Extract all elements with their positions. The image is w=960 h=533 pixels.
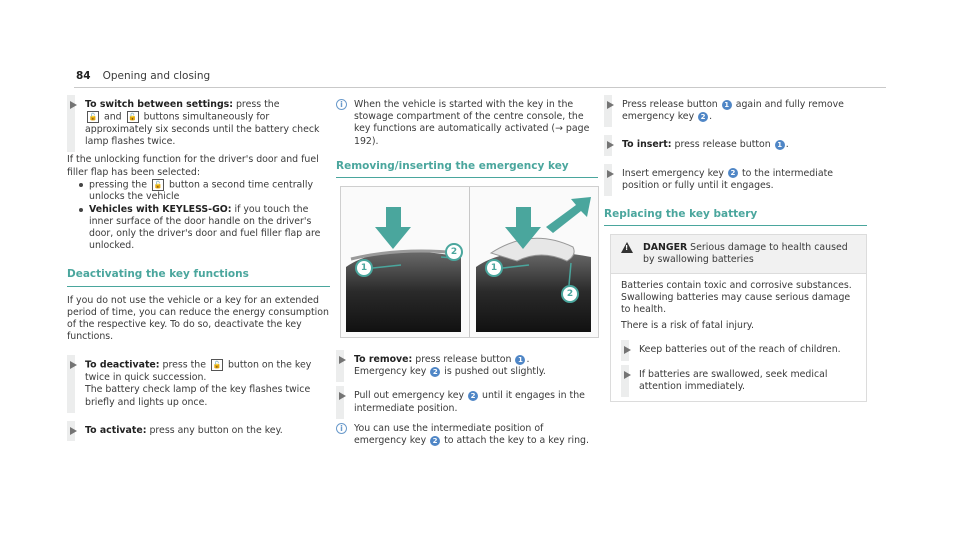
marker-2: 2: [468, 391, 478, 401]
step-text: .: [785, 139, 789, 151]
section-title-key-battery: Replacing the key battery: [604, 208, 867, 226]
section-title-emergency-key: Removing/inserting the emergency key: [336, 160, 598, 178]
step-text: press the: [159, 359, 209, 371]
paragraph-deactivating: If you do not use the vehicle or a key for an extended period of time, you can reduce the energy consumption of the respective key. To do so, deactivate the key functions.: [67, 294, 329, 343]
emergency-key-illustration: [340, 186, 599, 338]
step-text: .: [526, 354, 530, 366]
step-label: To deactivate:: [85, 359, 160, 371]
step-text: button on the key twice in quick succession.: [85, 359, 312, 384]
danger-label: DANGER: [643, 242, 688, 254]
step-text: until it engages in the intermediate position.: [354, 390, 585, 414]
step-text: buttons simultaneously for approximately six seconds until the battery check lamp flashes twice.: [85, 111, 320, 148]
danger-step: [621, 369, 856, 393]
step-arrow-icon: [339, 392, 346, 400]
info-text: page 192).: [354, 123, 590, 147]
info-text: When the vehicle is started with the key in the stowage compartment of the centre console, the key functions are automatically activated (: [354, 99, 584, 135]
step-text: press any button on the key.: [146, 424, 283, 436]
column-left: [67, 99, 330, 437]
step-text: .: [709, 111, 713, 123]
page-ref-arrow-icon: →: [555, 123, 563, 135]
step-activate: [67, 425, 330, 437]
warning-mark: !: [625, 244, 629, 253]
danger-body: [611, 274, 866, 401]
bullet-list: [67, 179, 330, 253]
step-fully-remove: [604, 99, 867, 123]
marker-1: 1: [775, 140, 785, 150]
step-arrow-icon: [624, 371, 631, 379]
step-arrow-icon: [624, 346, 631, 354]
callout-1: 1: [355, 259, 373, 277]
step-text: Pull out emergency key: [354, 390, 468, 402]
step-text: press release button: [671, 139, 774, 151]
header-divider: [74, 87, 886, 88]
danger-paragraph: There is a risk of fatal injury.: [621, 320, 754, 332]
unlock-key-icon: 🔓: [153, 180, 163, 189]
step-label: To remove:: [354, 354, 413, 366]
column-middle: [336, 99, 598, 447]
step-text: Insert emergency key: [622, 167, 727, 179]
step-arrow-icon: [607, 170, 614, 178]
step-text: again and fully remove emergency key: [622, 99, 844, 123]
unlock-key-icon: 🔓: [212, 361, 222, 370]
unlock-key-icon: 🔓: [128, 113, 137, 122]
marker-1: 1: [515, 355, 525, 365]
bullet-text: if you touch the inner surface of the door handle on the driver's door, only the driver's door and fuel filler flap are unlocked.: [89, 203, 321, 252]
step-text: and: [101, 111, 125, 123]
marker-2: 2: [430, 436, 440, 446]
callout-2: 2: [561, 285, 579, 303]
page-header: [76, 70, 210, 82]
step-arrow-icon: [70, 101, 77, 109]
bullet-text: pressing the: [89, 179, 150, 191]
marker-2: 2: [430, 367, 440, 377]
step-text: Press release button: [622, 99, 721, 110]
step-arrow-icon: [70, 361, 77, 369]
step-insert: [604, 139, 867, 151]
callout-1: 1: [485, 259, 503, 277]
danger-paragraph: Batteries contain toxic and corrosive substances. Swallowing batteries may cause serious damage to health.: [621, 279, 852, 316]
section-title-deactivating: Deactivating the key functions: [67, 268, 330, 286]
page-number: 84: [76, 70, 91, 82]
bullet-label: Vehicles with KEYLESS-GO:: [89, 203, 232, 215]
press-arrow-icon: [375, 207, 411, 249]
danger-title: Serious damage to health caused by swallowing batteries: [643, 242, 848, 266]
bullet-item: [79, 179, 330, 204]
danger-step: [621, 344, 856, 356]
column-right: [604, 99, 867, 402]
step-text: press the: [232, 99, 280, 110]
pull-arrow-icon: [546, 197, 591, 233]
step-text: is pushed out slightly.: [441, 366, 546, 378]
marker-2: 2: [728, 168, 738, 178]
step-text: If batteries are swallowed, seek medical attention immediately.: [639, 368, 828, 392]
callout-2: 2: [445, 243, 463, 261]
info-note-key-ring: [336, 423, 598, 447]
paragraph-unlocking: If the unlocking function for the driver's door and fuel filler flap has been selected:: [67, 154, 319, 178]
step-text: Emergency key: [354, 366, 430, 378]
step-arrow-icon: [70, 427, 77, 435]
info-icon: i: [336, 423, 347, 434]
bullet-item: [79, 204, 330, 253]
info-note-auto-activation: [336, 99, 598, 148]
step-label: To switch between settings:: [85, 99, 233, 110]
section-name: Opening and closing: [102, 70, 211, 82]
step-deactivate: [67, 359, 330, 408]
step-text: to the intermediate position or fully until it engages.: [622, 167, 834, 191]
info-text: to attach the key to a key ring.: [441, 435, 589, 447]
info-icon: i: [336, 99, 347, 110]
unlock-key-icon: 🔓: [88, 113, 98, 122]
step-label: To activate:: [85, 424, 147, 436]
bullet-text: button a second time centrally unlocks the vehicle: [89, 179, 314, 203]
step-pull-out: [336, 390, 598, 414]
step-text: press release button: [412, 354, 515, 366]
danger-box: [610, 234, 867, 402]
marker-2: 2: [698, 112, 708, 122]
step-arrow-icon: [607, 101, 614, 109]
step-arrow-icon: [607, 141, 614, 149]
step-text: Keep batteries out of the reach of children.: [639, 344, 841, 356]
marker-1: 1: [722, 100, 732, 110]
step-insert-emergency-key: [604, 168, 867, 192]
danger-header: [611, 235, 866, 273]
step-switch-settings: [67, 99, 330, 148]
step-remove: [336, 354, 598, 378]
step-text: The battery check lamp of the key flashes twice briefly and lights up once.: [85, 384, 311, 408]
info-text: You can use the intermediate position of emergency key: [354, 422, 544, 447]
step-label: To insert:: [622, 139, 672, 151]
warning-triangle-icon: [621, 242, 633, 253]
step-arrow-icon: [339, 356, 346, 364]
